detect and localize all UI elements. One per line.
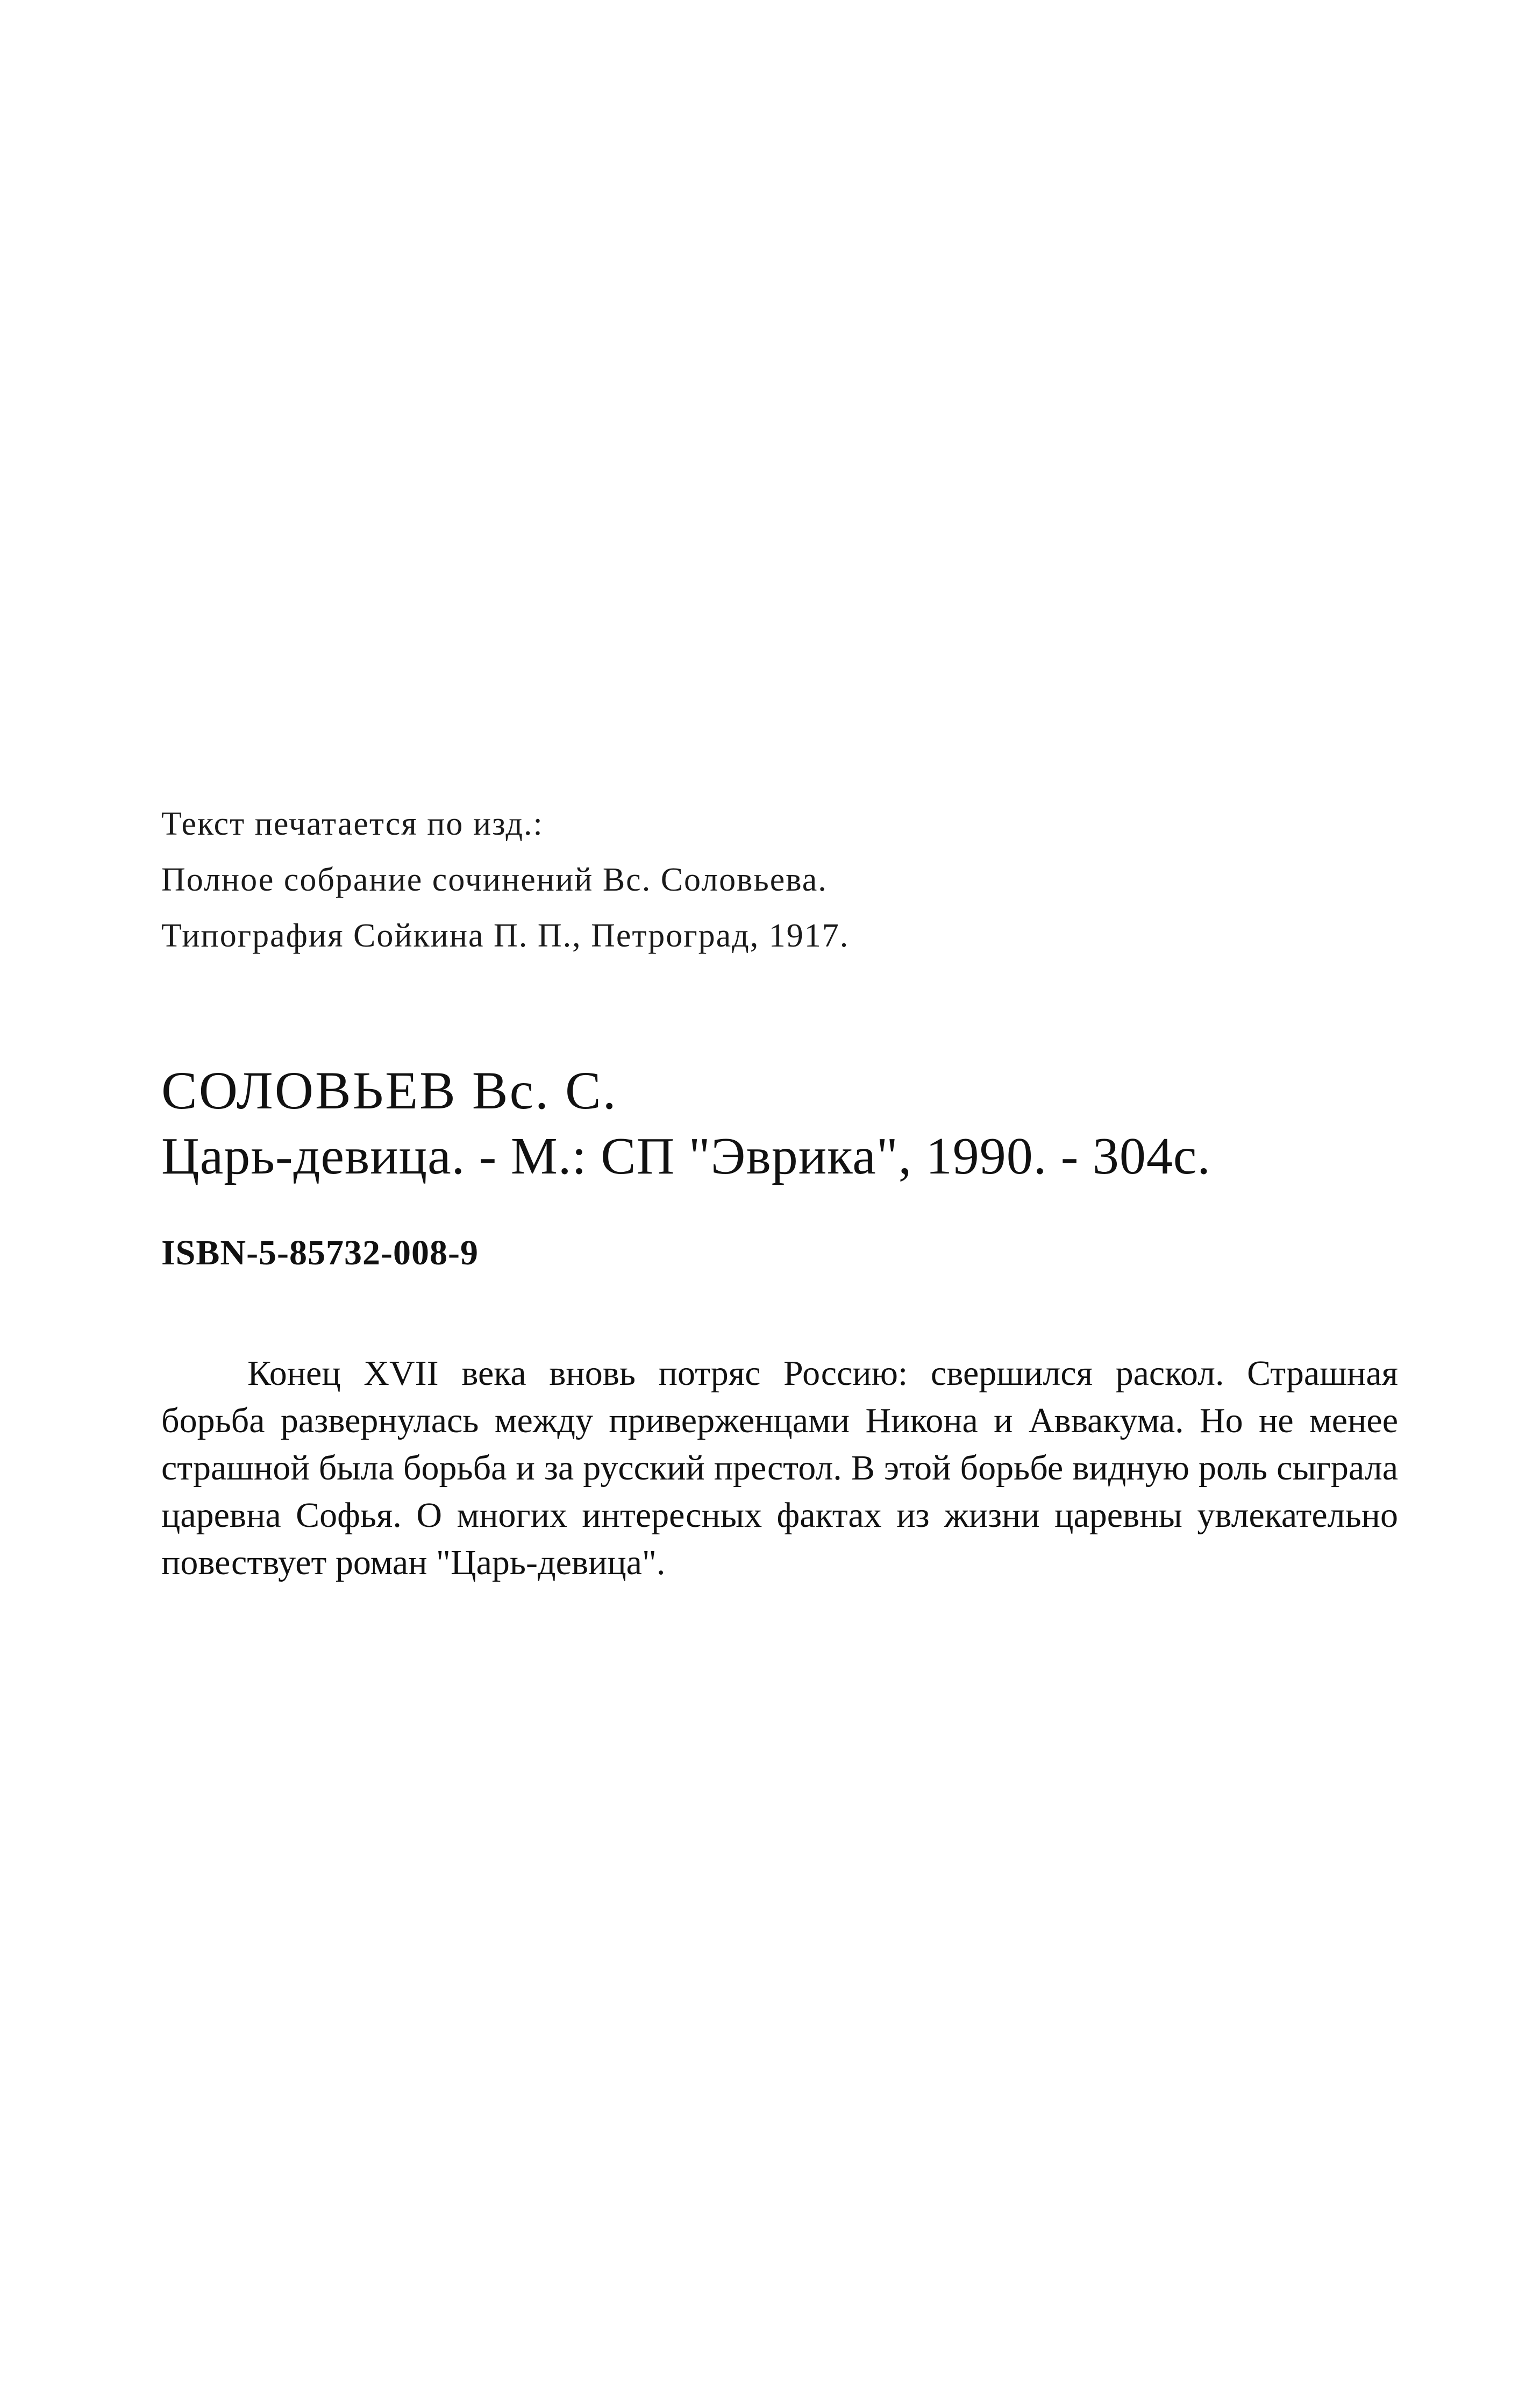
source-note-line-2: Полное собрание сочинений Вс. Соловьева. bbox=[161, 862, 828, 898]
author-heading: СОЛОВЬЕВ Вс. С. bbox=[161, 1061, 618, 1120]
source-note-line-1: Текст печатается по изд.: bbox=[161, 806, 544, 842]
isbn: ISBN-5-85732-008-9 bbox=[161, 1233, 479, 1272]
annotation-paragraph: Конец XVII века вновь потряс Россию: свершился раскол. Страшная борьба развернулась между приверженцами Никона и Аввакума. Но не менее страшной была борьба и за русский престол. В этой борьбе видную роль сыграла царевна Софья. О многих интересных фактах из жизни царевны увлекательно повествует роман "Царь-девица". bbox=[161, 1354, 1398, 1582]
source-note bbox=[161, 796, 1129, 964]
source-note-line-3: Типография Сойкина П. П., Петроград, 1917. bbox=[161, 917, 850, 954]
bibliographic-entry: Царь-девица. - М.: СП "Эврика", 1990. - 304с. bbox=[161, 1127, 1211, 1185]
